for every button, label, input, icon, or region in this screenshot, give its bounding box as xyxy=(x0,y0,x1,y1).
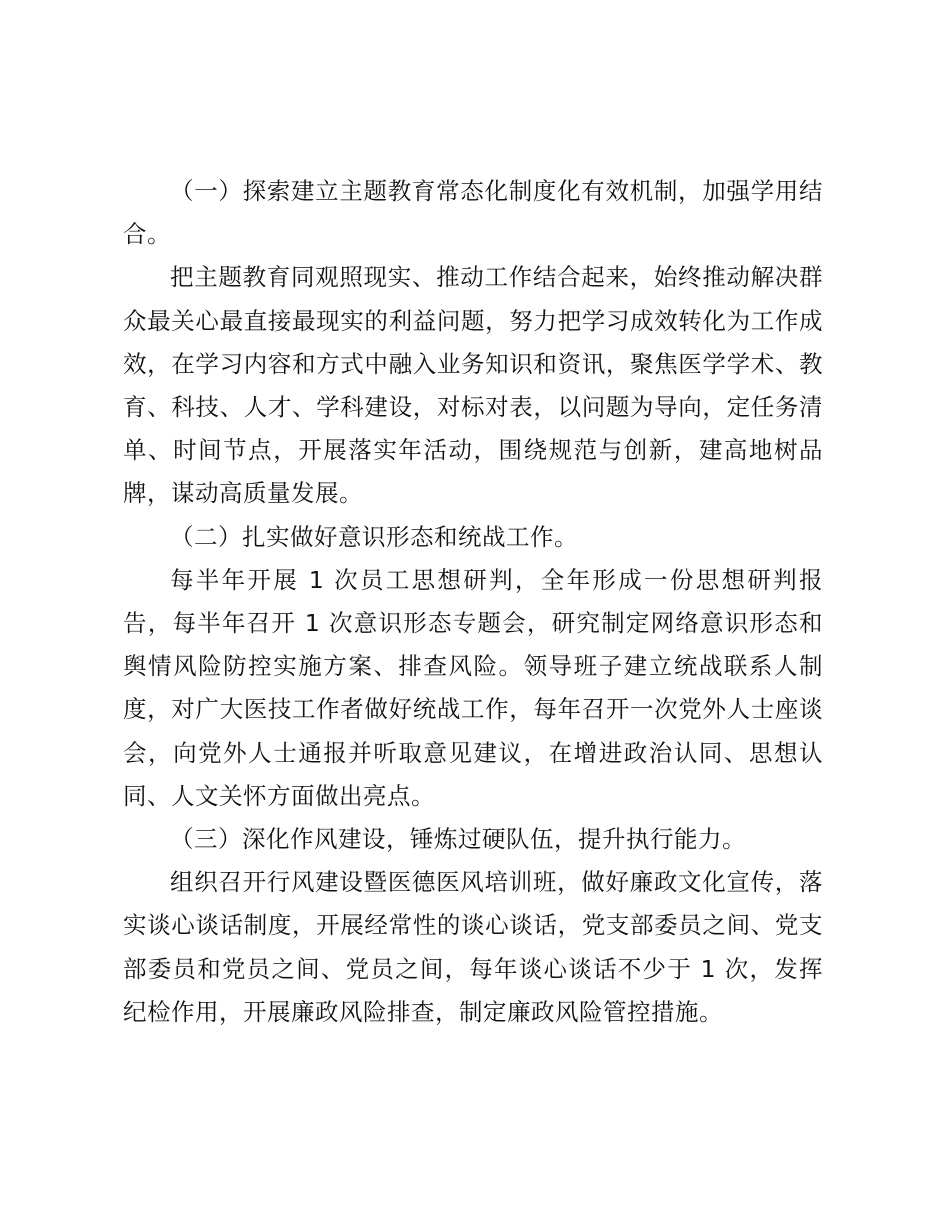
body-paragraph-2: 每半年开展 1 次员工思想研判，全年形成一份思想研判报告，每半年召开 1 次意识形态专题会，研究制定网络意识形态和舆情风险防控实施方案、排查风险。领导班子建立统战联系人制度，对广大医技工作者做好统战工作，每年召开一次党外人士座谈会，向党外人士通报并听取意见建议，在增进政治认同、思想认同、人文关怀方面做出亮点。 xyxy=(123,565,823,810)
body-paragraph-3: 组织召开行风建设暨医德医风培训班，做好廉政文化宣传，落实谈心谈话制度，开展经常性的谈心谈话，党支部委员之间、党支部委员和党员之间、党员之间，每年谈心谈话不少于 1 次，发挥纪检作用，开展廉政风险排查，制定廉政风险管控措施。 xyxy=(123,868,823,1026)
document-body xyxy=(123,170,823,1034)
body-paragraph-1: 把主题教育同观照现实、推动工作结合起来，始终推动解决群众最关心最直接最现实的利益问题，努力把学习成效转化为工作成效，在学习内容和方式中融入业务知识和资讯，聚焦医学学术、教育、科技、人才、学科建设，对标对表，以问题为导向，定任务清单、时间节点，开展落实年活动，围绕规范与创新，建高地树品牌，谋动高质量发展。 xyxy=(123,263,823,508)
section-heading-1: （一）探索建立主题教育常态化制度化有效机制，加强学用结合。 xyxy=(123,177,823,249)
section-heading-2: （二）扎实做好意识形态和统战工作。 xyxy=(170,522,578,551)
section-heading-3: （三）深化作风建设，锤炼过硬队伍，提升执行能力。 xyxy=(170,825,746,854)
